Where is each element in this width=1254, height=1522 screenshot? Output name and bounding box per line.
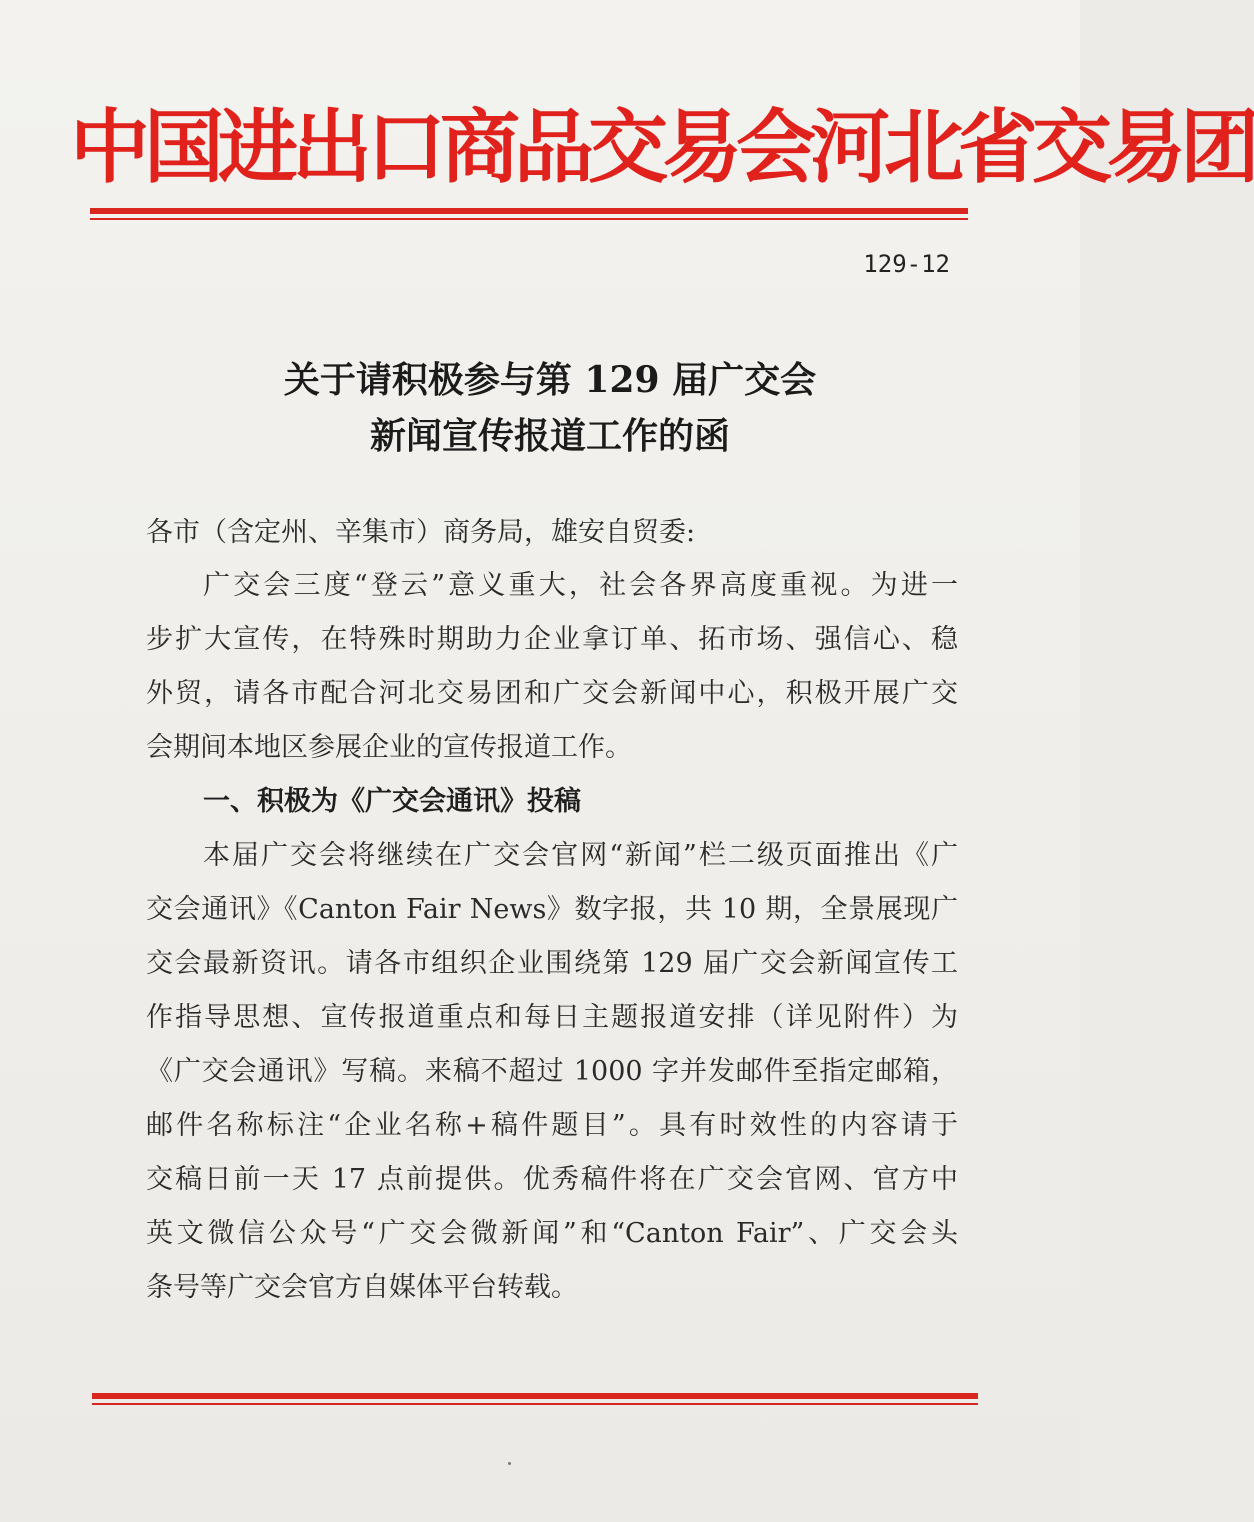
paragraph-2-line: 《广交会通讯》写稿。来稿不超过 1000 字并发邮件至指定邮箱， <box>146 1056 958 1087</box>
paragraph-2-line: 交稿日前一天 17 点前提供。优秀稿件将在广交会官网、官方中 <box>146 1164 958 1195</box>
salutation: 各市（含定州、辛集市）商务局，雄安自贸委: <box>146 517 696 548</box>
document-number: 129-12 <box>863 250 950 278</box>
page-speck <box>508 1462 511 1465</box>
footer-rule-thin <box>92 1403 978 1405</box>
paragraph-1-line: 会期间本地区参展企业的宣传报道工作。 <box>146 732 632 763</box>
document-title-line-1: 关于请积极参与第 129 届广交会 <box>283 359 817 401</box>
paragraph-2-line: 本届广交会将继续在广交会官网“新闻”栏二级页面推出《广 <box>203 840 958 871</box>
paragraph-1-line: 广交会三度“登云”意义重大，社会各界高度重视。为进一 <box>203 570 958 601</box>
paragraph-2-line: 条号等广交会官方自媒体平台转载。 <box>146 1272 578 1303</box>
paragraph-2-line: 邮件名称标注“企业名称+稿件题目”。具有时效性的内容请于 <box>146 1110 958 1141</box>
footer-rule-thick <box>92 1393 978 1399</box>
letterhead-title: 中国进出口商品交易会河北省交易团 <box>70 101 1254 194</box>
paragraph-1-line: 步扩大宣传，在特殊时期助力企业拿订单、拓市场、强信心、稳 <box>146 624 958 655</box>
paragraph-2-line: 作指导思想、宣传报道重点和每日主题报道安排（详见附件）为 <box>146 1002 958 1033</box>
header-rule-thick <box>90 208 968 214</box>
section-1-heading: 一、积极为《广交会通讯》投稿 <box>203 786 581 817</box>
header-rule-thin <box>90 218 968 220</box>
paragraph-1-line: 外贸，请各市配合河北交易团和广交会新闻中心，积极开展广交 <box>146 678 958 709</box>
paragraph-2-line: 交会最新资讯。请各市组织企业围绕第 129 届广交会新闻宣传工 <box>146 948 958 979</box>
paragraph-2-line: 英文微信公众号“广交会微新闻”和“Canton Fair”、广交会头 <box>146 1218 958 1249</box>
paragraph-2-line: 交会通讯》《Canton Fair News》数字报，共 10 期，全景展现广 <box>146 894 958 925</box>
document-title-line-2: 新闻宣传报道工作的函 <box>369 415 730 457</box>
